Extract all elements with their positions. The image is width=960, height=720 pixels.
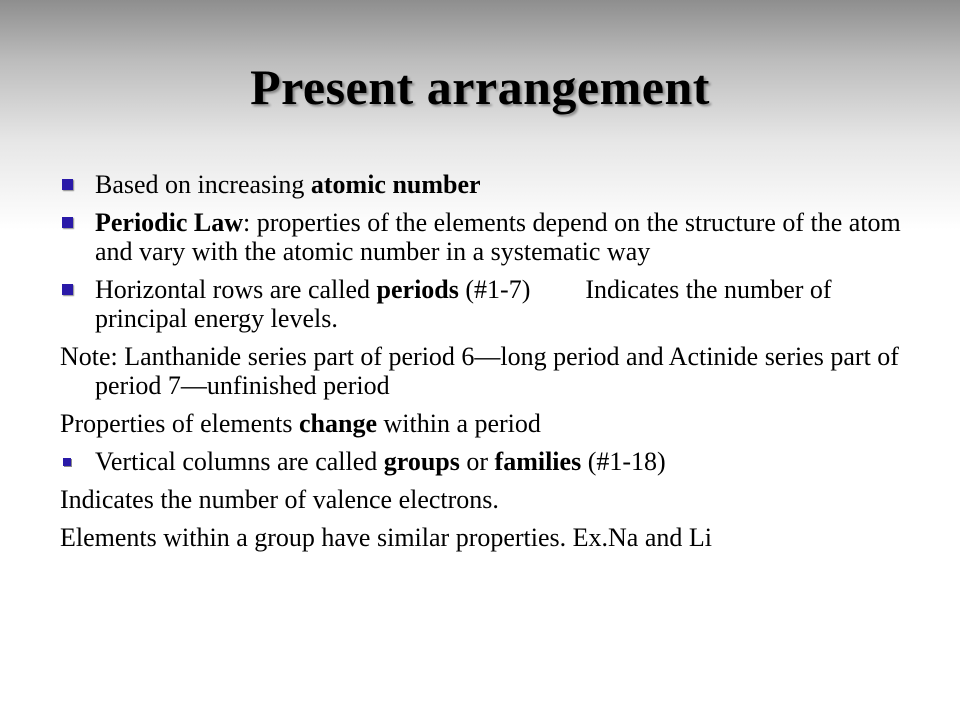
paragraph-text: within a period — [377, 409, 541, 438]
bullet-atomic-number — [60, 170, 920, 199]
bullet-periods — [60, 275, 920, 333]
bullet-text: Based on increasing — [95, 170, 311, 199]
note-paragraph: Note: Lanthanide series part of period 6—long period and Actinide series part of period 7—unfinished period — [60, 342, 899, 400]
bullet-bold-text: atomic number — [310, 170, 481, 199]
slide-title: Present arrangement — [250, 59, 710, 115]
bullet-text: (#1-18) — [581, 447, 666, 476]
bullet-text: Indicates the number of principal energy levels. — [95, 275, 832, 333]
bullet-bold-text: groups — [383, 447, 460, 476]
square-bullet-icon — [62, 217, 73, 228]
paragraph-text: Properties of elements — [60, 409, 299, 438]
bullet-text: (#1-7) — [458, 275, 531, 304]
paragraph-bold-text: change — [299, 409, 377, 438]
bullet-bold-text: periods — [376, 275, 459, 304]
bullet-text: or — [459, 447, 495, 476]
similar-properties-paragraph: Elements within a group have similar properties. Ex.Na and Li — [60, 523, 712, 552]
bullet-text: : properties of the elements depend on the structure of the atom and vary with the atomic number in a systematic way — [95, 208, 901, 266]
bullet-periodic-law — [60, 208, 920, 266]
bullet-text: Horizontal rows are called — [95, 275, 377, 304]
small-square-bullet-icon — [63, 458, 71, 466]
square-bullet-icon — [62, 284, 73, 295]
bullet-text: Vertical columns are called — [95, 447, 384, 476]
bullet-bold-text: families — [494, 447, 582, 476]
square-bullet-icon — [62, 179, 73, 190]
change-paragraph — [60, 409, 920, 438]
slide-body — [60, 170, 920, 561]
bullet-groups — [60, 447, 920, 476]
bullet-bold-text: Periodic Law — [95, 208, 244, 237]
valence-paragraph: Indicates the number of valence electrons. — [60, 485, 499, 514]
